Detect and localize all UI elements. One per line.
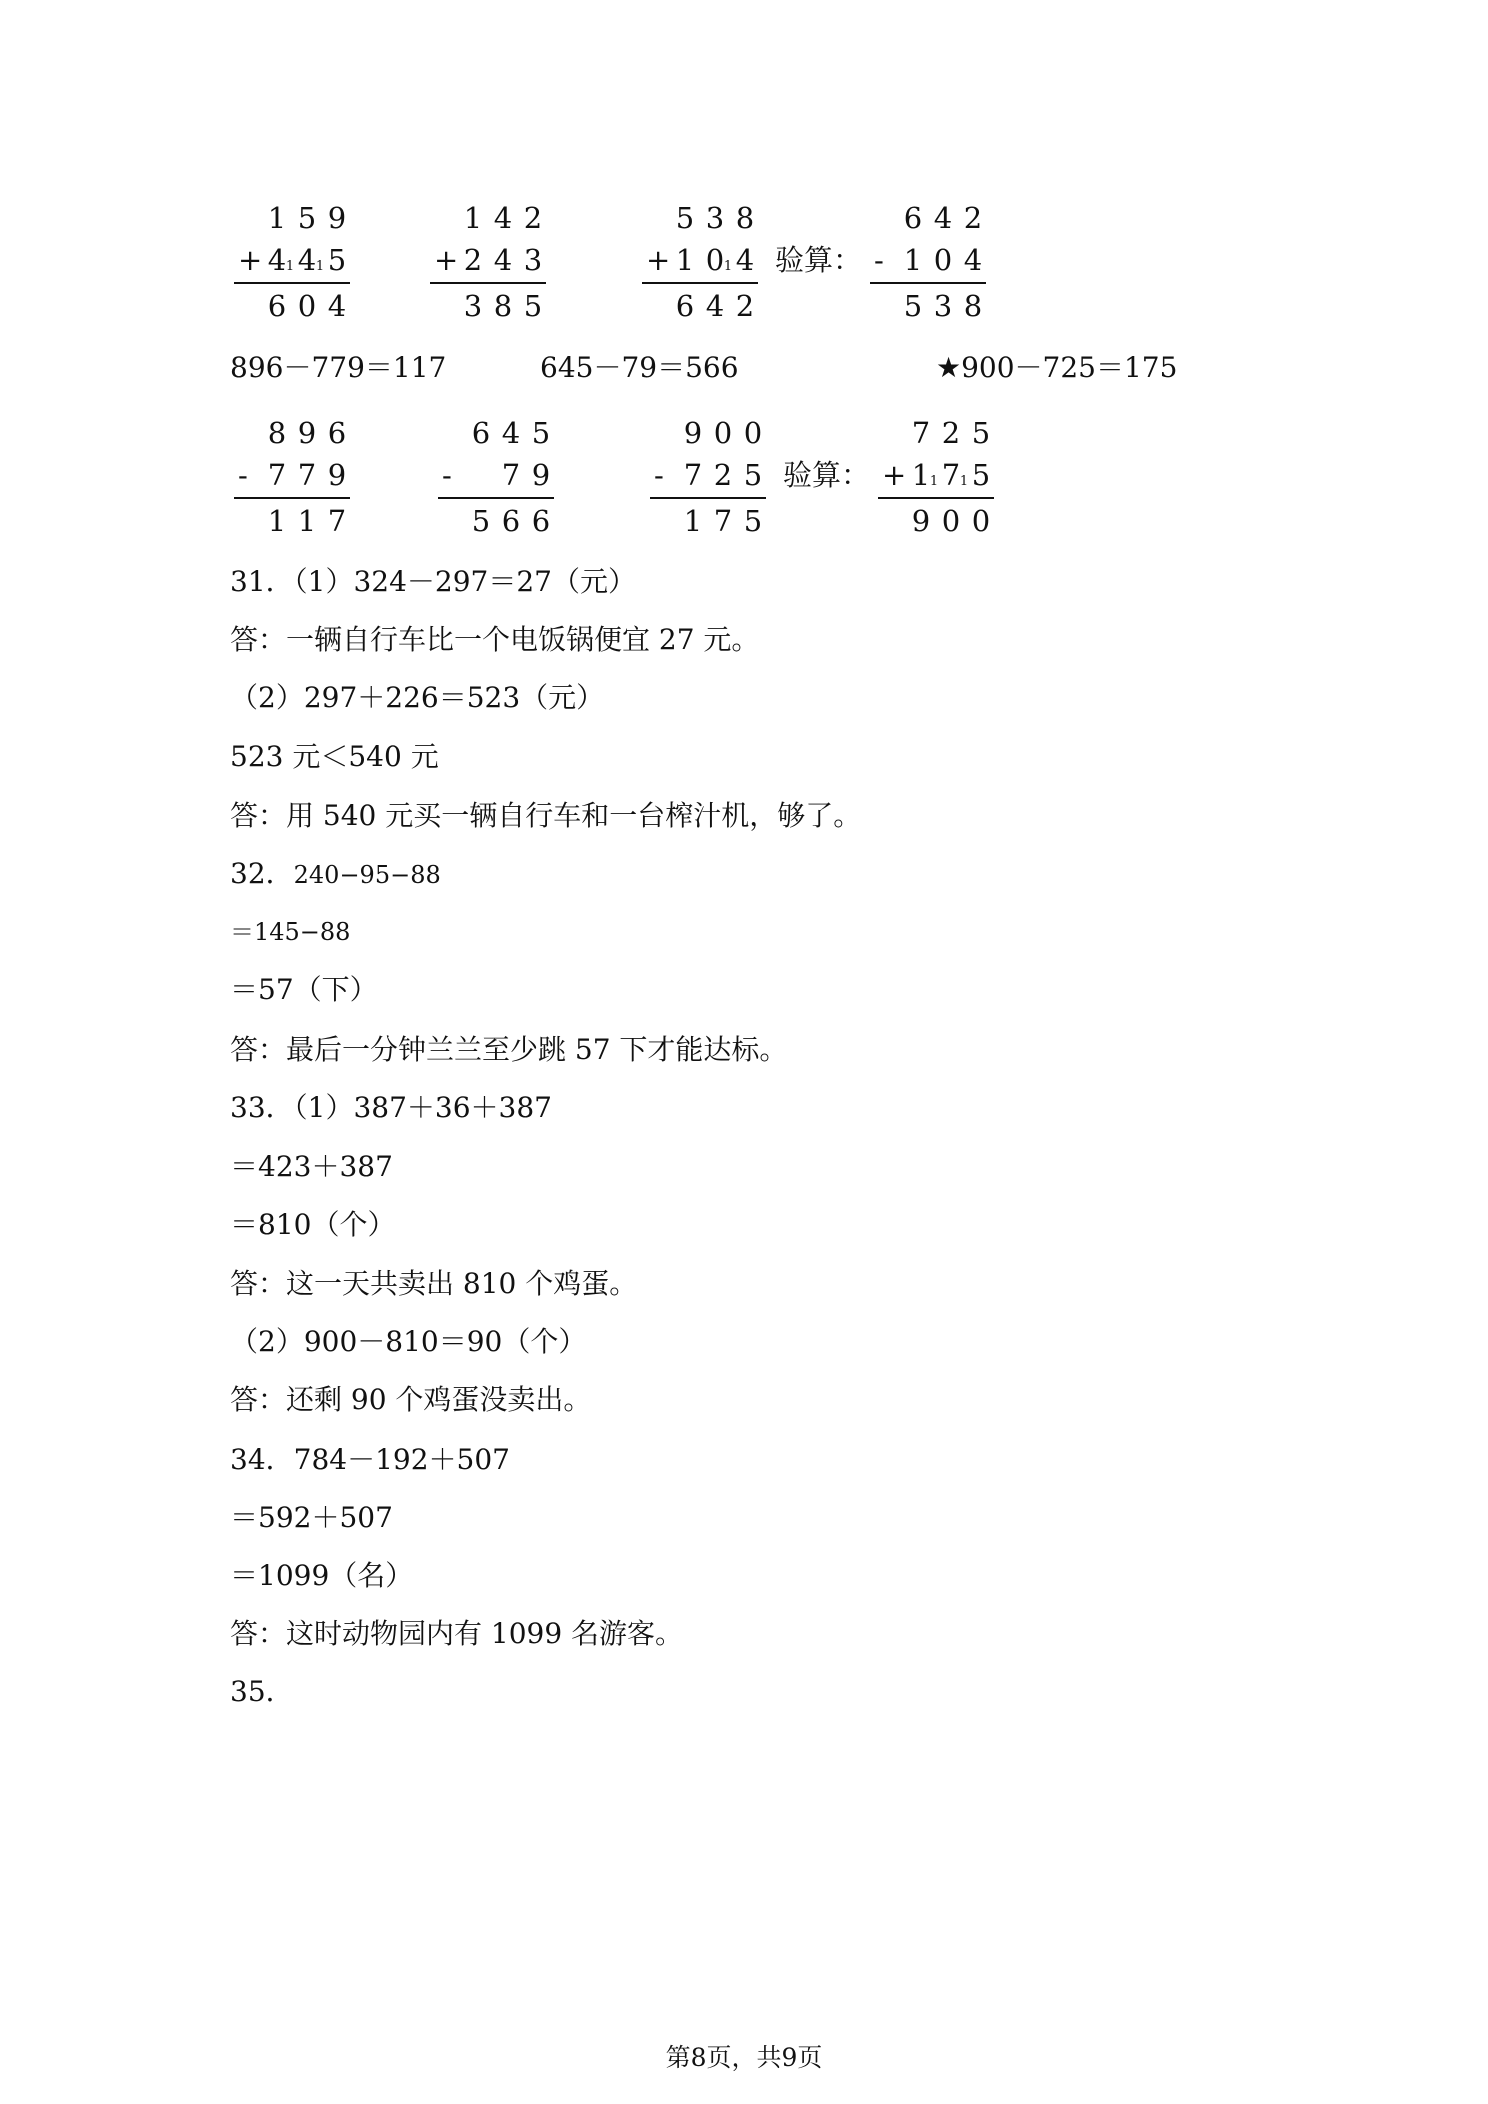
q34-start: 34．784－192＋507 — [230, 1443, 510, 1476]
q34-step2: ＝1099（名） — [230, 1559, 414, 1592]
calc-top-row — [232, 415, 352, 451]
calc-rule — [438, 497, 554, 499]
digit: 0 — [941, 504, 961, 538]
digit: 9 — [327, 458, 347, 492]
calc-rule — [234, 497, 350, 499]
q34-step1: ＝592＋507 — [230, 1501, 393, 1534]
digit: 5 — [743, 458, 763, 492]
digit: 1 — [675, 243, 695, 277]
q33-answer1: 答：这一天共卖出 810 个鸡蛋。 — [230, 1267, 638, 1300]
digit: 0 — [971, 504, 991, 538]
digit: 4 — [963, 243, 983, 277]
digit: 7 — [501, 458, 521, 492]
digit: 4 — [267, 243, 287, 277]
page-footer: 第8页，共9页 — [665, 2043, 823, 2072]
digit: 5 — [675, 201, 695, 235]
digit: 8 — [963, 289, 983, 323]
equation-1: 896－779＝117 — [230, 351, 447, 384]
digit: 5 — [327, 243, 347, 277]
calc-rule — [650, 497, 766, 499]
verify-label-2: 验算： — [783, 458, 871, 492]
q31-answer1: 答：一辆自行车比一个电饭锅便宜 27 元。 — [230, 623, 760, 656]
q31-part2: （2）297＋226＝523（元） — [230, 681, 605, 714]
q31-answer2: 答：用 540 元买一辆自行车和一台榨汁机，够了。 — [230, 799, 862, 832]
digit: 6 — [531, 504, 551, 538]
q32-start — [230, 854, 441, 895]
calc-result-row — [436, 503, 556, 539]
equation-2: 645－79＝566 — [540, 351, 739, 384]
calc-result-row — [640, 288, 760, 324]
digit: 7 — [911, 416, 931, 450]
digit: 5 — [471, 504, 491, 538]
digit: 7 — [327, 504, 347, 538]
calc-bottom-row — [232, 242, 352, 278]
carry-mark: 1 — [723, 259, 733, 274]
operator: - — [238, 458, 248, 492]
digit: 5 — [903, 289, 923, 323]
digit: 4 — [493, 243, 513, 277]
digit: 9 — [531, 458, 551, 492]
digit: 0 — [713, 416, 733, 450]
digit: 0 — [297, 289, 317, 323]
calc-result-row — [428, 288, 548, 324]
q31-compare: 523 元＜540 元 — [230, 740, 439, 773]
digit: 6 — [501, 504, 521, 538]
carry-mark: 1 — [929, 474, 939, 489]
digit: 3 — [463, 289, 483, 323]
q33-step2: ＝810（个） — [230, 1208, 396, 1241]
digit: 8 — [267, 416, 287, 450]
digit: 5 — [743, 504, 763, 538]
digit: 1 — [903, 243, 923, 277]
digit: 3 — [705, 201, 725, 235]
digit: 9 — [683, 416, 703, 450]
digit: 7 — [713, 504, 733, 538]
digit: 1 — [267, 201, 287, 235]
q33-step1: ＝423＋387 — [230, 1150, 393, 1183]
digit: 2 — [941, 416, 961, 450]
equation-3: ★900－725＝175 — [936, 351, 1178, 384]
carry-mark: 1 — [959, 474, 969, 489]
calc-bottom-row — [868, 242, 988, 278]
calc-result-row — [868, 288, 988, 324]
digit: 5 — [523, 289, 543, 323]
digit: 7 — [941, 458, 961, 492]
q32-answer: 答：最后一分钟兰兰至少跳 57 下才能达标。 — [230, 1033, 788, 1066]
digit: 6 — [903, 201, 923, 235]
calc-result-row — [232, 503, 352, 539]
digit: 6 — [675, 289, 695, 323]
carry-mark: 1 — [285, 259, 295, 274]
calc-rule — [878, 497, 994, 499]
q33-part2: （2）900－810＝90（个） — [230, 1325, 587, 1358]
calc-rule — [430, 282, 546, 284]
q32-step2: ＝57（下） — [230, 973, 378, 1006]
digit: 4 — [493, 201, 513, 235]
calc-bottom-row — [648, 457, 768, 493]
digit: 0 — [933, 243, 953, 277]
digit: 9 — [297, 416, 317, 450]
digit: 4 — [297, 243, 317, 277]
digit: 0 — [743, 416, 763, 450]
q32-number: 32． — [230, 857, 294, 890]
digit: 4 — [933, 201, 953, 235]
calc-top-row — [868, 200, 988, 236]
digit: 4 — [501, 416, 521, 450]
calc-rule — [870, 282, 986, 284]
digit: 9 — [911, 504, 931, 538]
digit: 9 — [327, 201, 347, 235]
digit: 6 — [471, 416, 491, 450]
calc-top-row — [876, 415, 996, 451]
digit: 4 — [327, 289, 347, 323]
operator: + — [434, 243, 459, 277]
digit: 2 — [963, 201, 983, 235]
digit: 8 — [493, 289, 513, 323]
operator: + — [238, 243, 263, 277]
calc-result-row — [648, 503, 768, 539]
digit: 1 — [267, 504, 287, 538]
digit: 2 — [713, 458, 733, 492]
digit: 3 — [523, 243, 543, 277]
digit: 5 — [531, 416, 551, 450]
operator: - — [654, 458, 664, 492]
digit: 1 — [683, 504, 703, 538]
q33-answer2: 答：还剩 90 个鸡蛋没卖出。 — [230, 1383, 592, 1416]
q35-start: 35． — [230, 1675, 294, 1708]
operator: - — [442, 458, 452, 492]
calc-bottom-row — [428, 242, 548, 278]
calc-top-row — [648, 415, 768, 451]
calc-rule — [642, 282, 758, 284]
q33-part1: 33．（1）387＋36＋387 — [230, 1091, 552, 1124]
calc-result-row — [876, 503, 996, 539]
operator: - — [874, 243, 884, 277]
digit: 1 — [297, 504, 317, 538]
digit: 7 — [683, 458, 703, 492]
digit: 2 — [463, 243, 483, 277]
digit: 6 — [267, 289, 287, 323]
q31-part1: 31．（1）324－297＝27（元） — [230, 565, 636, 598]
digit: 6 — [327, 416, 347, 450]
q32-step1: ＝145−88 — [230, 918, 351, 946]
operator: + — [646, 243, 671, 277]
calc-top-row — [436, 415, 556, 451]
calc-bottom-row — [640, 242, 760, 278]
q34-answer: 答：这时动物园内有 1099 名游客。 — [230, 1617, 684, 1650]
operator: + — [882, 458, 907, 492]
digit: 7 — [297, 458, 317, 492]
calc-bottom-row — [436, 457, 556, 493]
calc-top-row — [640, 200, 760, 236]
verify-label: 验算： — [775, 243, 863, 277]
digit: 3 — [933, 289, 953, 323]
digit: 0 — [705, 243, 725, 277]
digit: 4 — [705, 289, 725, 323]
digit: 5 — [297, 201, 317, 235]
calc-bottom-row — [876, 457, 996, 493]
digit: 8 — [735, 201, 755, 235]
carry-mark: 1 — [315, 259, 325, 274]
digit: 1 — [463, 201, 483, 235]
calc-result-row — [232, 288, 352, 324]
digit: 7 — [267, 458, 287, 492]
digit: 5 — [971, 458, 991, 492]
digit: 5 — [971, 416, 991, 450]
q32-expression: 240−95−88 — [293, 861, 441, 889]
digit: 4 — [735, 243, 755, 277]
calc-bottom-row — [232, 457, 352, 493]
digit: 2 — [735, 289, 755, 323]
calc-top-row — [428, 200, 548, 236]
calc-top-row — [232, 200, 352, 236]
digit: 2 — [523, 201, 543, 235]
calc-rule — [234, 282, 350, 284]
digit: 1 — [911, 458, 931, 492]
